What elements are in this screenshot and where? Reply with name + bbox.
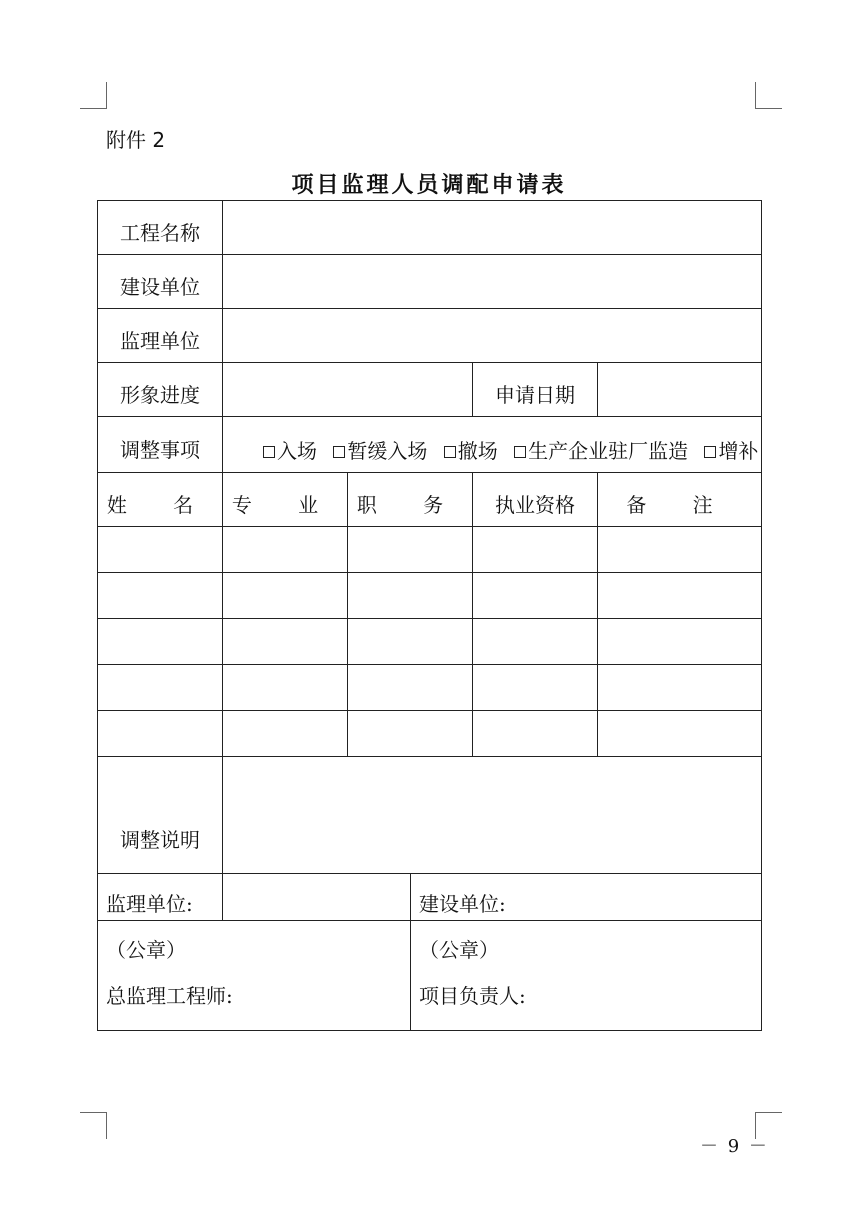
cell-remarks[interactable] [598,711,762,757]
row-progress [98,363,762,417]
option-label: 暂缓入场 [347,439,428,463]
cell-name[interactable] [98,665,223,711]
table-row [98,527,762,573]
option-postpone-entry[interactable] [333,435,427,464]
progress-label: 形象进度 [98,363,223,417]
page-number: － 9 － [700,1136,769,1157]
signature-row [98,874,762,1031]
crop-mark-bottom-left [80,1112,107,1139]
option-label: 撤场 [457,439,498,463]
cell-qualification[interactable] [473,619,598,665]
table-row [98,665,762,711]
project-name-label: 工程名称 [98,201,223,255]
cell-position[interactable] [348,711,473,757]
col-header-qualification: 执业资格 [473,473,598,527]
form-title: 项目监理人员调配申请表 [291,172,567,198]
col-header-remarks: 备 注 [598,473,762,527]
supervision-seal-label: （公章） [106,938,186,962]
supervision-unit-sign-label: 监理单位: [106,892,193,916]
option-leave-site[interactable] [444,435,498,464]
cell-position[interactable] [348,527,473,573]
cell-remarks[interactable] [598,619,762,665]
cell-qualification[interactable] [473,527,598,573]
crop-mark-top-right [755,82,782,109]
cell-position[interactable] [348,619,473,665]
project-leader-label: 项目负责人: [419,984,526,1008]
cell-qualification[interactable] [473,711,598,757]
construction-unit-label: 建设单位 [98,255,223,309]
cell-qualification[interactable] [473,573,598,619]
option-label: 入场 [277,439,317,463]
option-factory-supervision[interactable] [514,435,688,464]
option-enter-site[interactable] [263,435,317,464]
col-header-specialty: 专 业 [223,473,348,527]
cell-remarks[interactable] [598,665,762,711]
row-supervision-unit [98,309,762,363]
application-form-table [97,200,762,921]
row-project-name [98,201,762,255]
cell-specialty[interactable] [223,573,348,619]
cell-specialty[interactable] [223,619,348,665]
chief-engineer-label: 总监理工程师: [106,984,233,1008]
cell-specialty[interactable] [223,527,348,573]
option-label: 生产企业驻厂监造 [528,439,689,463]
cell-name[interactable] [98,527,223,573]
cell-specialty[interactable] [223,711,348,757]
cell-remarks[interactable] [598,573,762,619]
construction-signature-block[interactable] [411,874,762,1031]
option-add-staff[interactable] [704,435,758,464]
option-label: 增补 [718,439,759,463]
construction-seal-label: （公章） [419,938,499,962]
cell-qualification[interactable] [473,665,598,711]
supervision-signature-block[interactable] [98,874,411,1031]
checkbox-icon [263,446,275,458]
checkbox-icon [444,446,456,458]
signature-table [97,873,762,1031]
table-row [98,711,762,757]
cell-position[interactable] [348,573,473,619]
cell-name[interactable] [98,619,223,665]
personnel-header-row [98,473,762,527]
cell-remarks[interactable] [598,527,762,573]
adjust-items-label: 调整事项 [98,417,223,473]
construction-unit-field[interactable] [223,255,762,309]
checkbox-icon [704,446,716,458]
cell-specialty[interactable] [223,665,348,711]
construction-unit-sign-label: 建设单位: [419,892,506,916]
checkbox-icon [514,446,526,458]
table-row [98,619,762,665]
apply-date-label: 申请日期 [473,363,598,417]
progress-field[interactable] [223,363,473,417]
adjust-explanation-label: 调整说明 [98,757,223,921]
cell-position[interactable] [348,665,473,711]
cell-name[interactable] [98,573,223,619]
project-name-field[interactable] [223,201,762,255]
attachment-label: 附件 2 [106,128,166,152]
supervision-unit-field[interactable] [223,309,762,363]
row-adjust-items [98,417,762,473]
checkbox-icon [333,446,345,458]
supervision-unit-label: 监理单位 [98,309,223,363]
crop-mark-top-left [80,82,107,109]
cell-name[interactable] [98,711,223,757]
col-header-name: 姓 名 [98,473,223,527]
apply-date-field[interactable] [598,363,762,417]
table-row [98,573,762,619]
col-header-position: 职 务 [348,473,473,527]
row-construction-unit [98,255,762,309]
adjust-items-options [223,417,762,473]
